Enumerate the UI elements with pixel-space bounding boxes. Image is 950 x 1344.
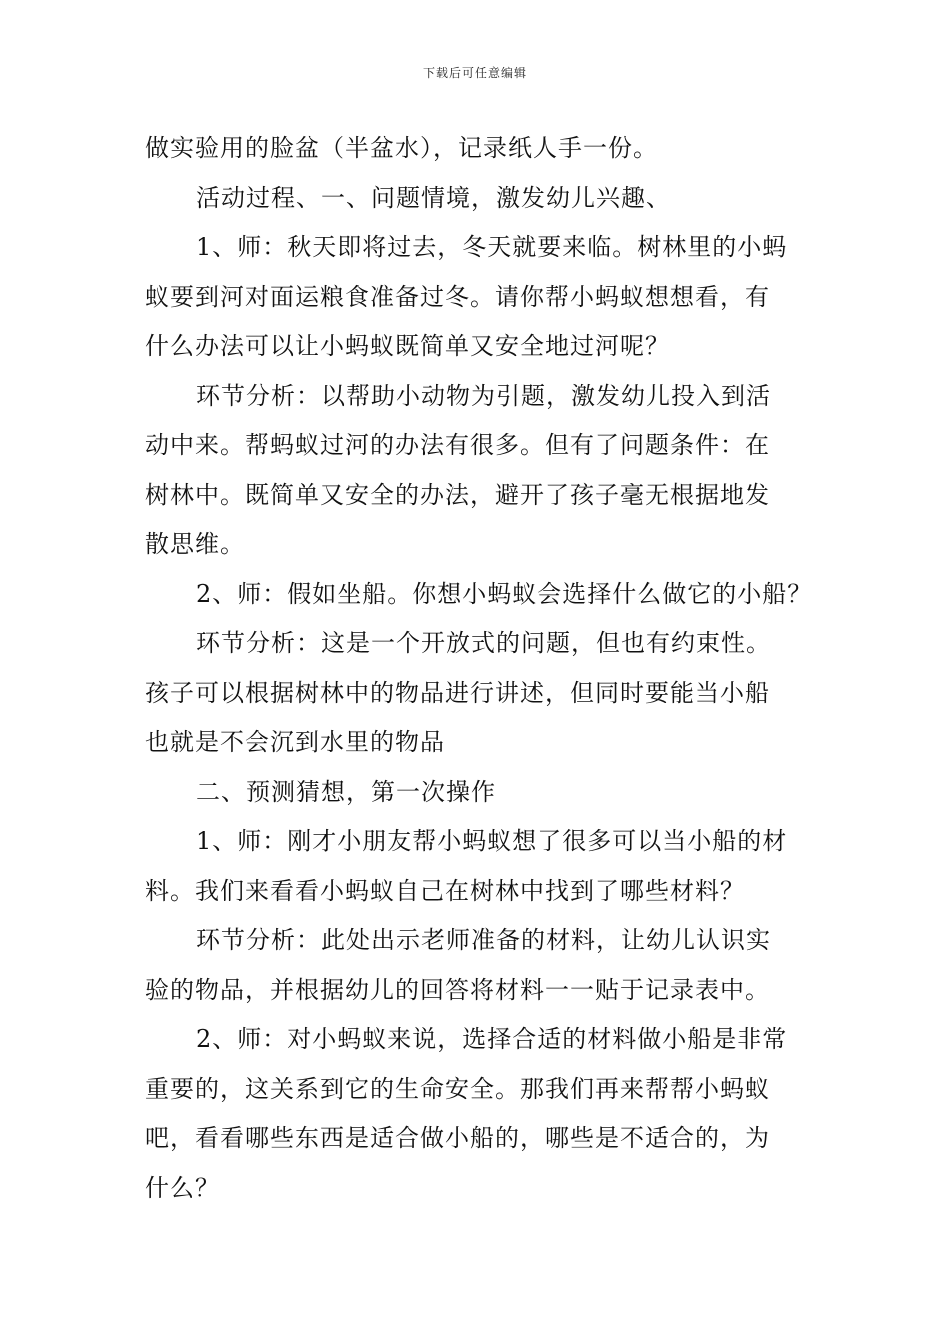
page-header: 下载后可任意编辑 <box>422 66 527 80</box>
text-line: 什么办法可以让小蚂蚁既简单又安全地过河呢？ <box>145 332 670 360</box>
text-line: 环节分析：以帮助小动物为引题，激发幼儿投入到活 <box>196 381 771 410</box>
text-line: 树林中。既简单又安全的办法，避开了孩子毫无根据地发 <box>145 480 770 509</box>
text-line: 散思维。 <box>145 530 245 558</box>
text-line: 也就是不会沉到水里的物品 <box>145 728 445 756</box>
text-line: 2、师：对小蚂蚁来说，选择合适的材料做小船是非常 <box>196 1025 788 1053</box>
text-line: 重要的，这关系到它的生命安全。那我们再来帮帮小蚂蚁 <box>145 1074 770 1103</box>
text-line: 孩子可以根据树林中的物品进行讲述，但同时要能当小船 <box>145 678 770 707</box>
text-line: 验的物品，并根据幼儿的回答将材料一一贴于记录表中。 <box>145 975 770 1004</box>
text-line: 1、师：刚才小朋友帮小蚂蚁想了很多可以当小船的材 <box>196 827 788 855</box>
body-text <box>145 124 813 1213</box>
text-line: 环节分析：这是一个开放式的问题，但也有约束性。 <box>196 629 771 657</box>
text-line: 吧，看看哪些东西是适合做小船的，哪些是不适合的，为 <box>145 1124 770 1152</box>
text-line: 料。我们来看看小蚂蚁自己在树林中找到了哪些材料？ <box>145 876 745 905</box>
text-line: 环节分析：此处出示老师准备的材料，让幼儿认识实 <box>196 926 771 954</box>
text-line: 活动过程、一、问题情境，激发幼儿兴趣、 <box>196 183 671 212</box>
text-line: 动中来。帮蚂蚁过河的办法有很多。但有了问题条件：在 <box>145 431 770 459</box>
text-line: 2、师：假如坐船。你想小蚂蚁会选择什么做它的小船？ <box>196 579 813 608</box>
text-line: 蚁要到河对面运粮食准备过冬。请你帮小蚂蚁想想看，有 <box>145 282 770 311</box>
text-line: 1、师：秋天即将过去，冬天就要来临。树林里的小蚂 <box>196 233 788 261</box>
text-line: 做实验用的脸盆（半盆水），记录纸人手一份。 <box>145 134 658 162</box>
text-line: 二、预测猜想，第一次操作 <box>196 777 496 806</box>
text-line: 什么？ <box>145 1173 220 1202</box>
